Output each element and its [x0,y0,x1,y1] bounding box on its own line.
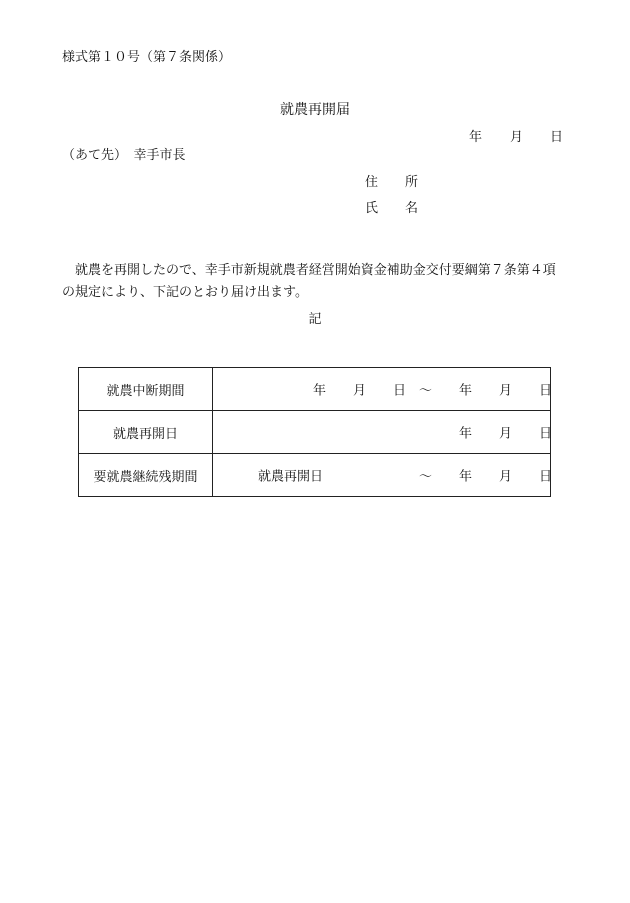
suspension-start-month: 月 [353,383,367,399]
remaining-end-month: 月 [499,469,513,485]
suspension-end-month: 月 [499,383,513,399]
date-year-label: 年 [469,130,483,145]
suspension-period-value[interactable] [213,368,551,411]
table-row-resumption-date [79,411,551,454]
address-label-1: 住 [365,175,379,190]
remaining-period-value[interactable] [213,454,551,497]
suspension-start-day: 日 [393,383,407,399]
resumption-month: 月 [499,426,513,442]
range-tilde: ～ [419,469,433,485]
addressee: （あて先） 幸手市長 [62,148,186,163]
document-title: 就農再開届 [280,102,350,118]
resumption-date-label: 就農再開日 [79,411,213,454]
range-tilde: ～ [419,383,433,399]
resumption-date-value[interactable] [213,411,551,454]
ki-heading: 記 [308,312,322,327]
remaining-period-label: 要就農継続残期間 [79,454,213,497]
resumption-day: 日 [539,426,553,442]
resumption-year: 年 [459,426,473,442]
table-row-remaining-period [79,454,551,497]
date-day-label: 日 [550,130,564,145]
submission-date [0,131,630,145]
remaining-end-day: 日 [539,469,553,485]
body-line-2: の規定により、下記のとおり届け出ます。 [62,285,308,300]
remaining-start-text: 就農再開日 [258,469,324,485]
date-month-label: 月 [510,130,524,145]
address-label-2: 所 [405,175,419,190]
info-table [78,367,551,497]
suspension-start-year: 年 [313,383,327,399]
table-row-suspension-period [79,368,551,411]
name-label-2: 名 [405,201,419,216]
applicant-address [365,175,419,190]
body-line-1: 就農を再開したので、幸手市新規就農者経営開始資金補助金交付要綱第７条第４項 [62,263,556,278]
suspension-end-day: 日 [539,383,553,399]
applicant-name [365,201,419,216]
name-label-1: 氏 [365,201,379,216]
suspension-period-label: 就農中断期間 [79,368,213,411]
suspension-end-year: 年 [459,383,473,399]
remaining-end-year: 年 [459,469,473,485]
form-number: 様式第１０号（第７条関係） [62,50,232,65]
body-text [62,260,582,304]
